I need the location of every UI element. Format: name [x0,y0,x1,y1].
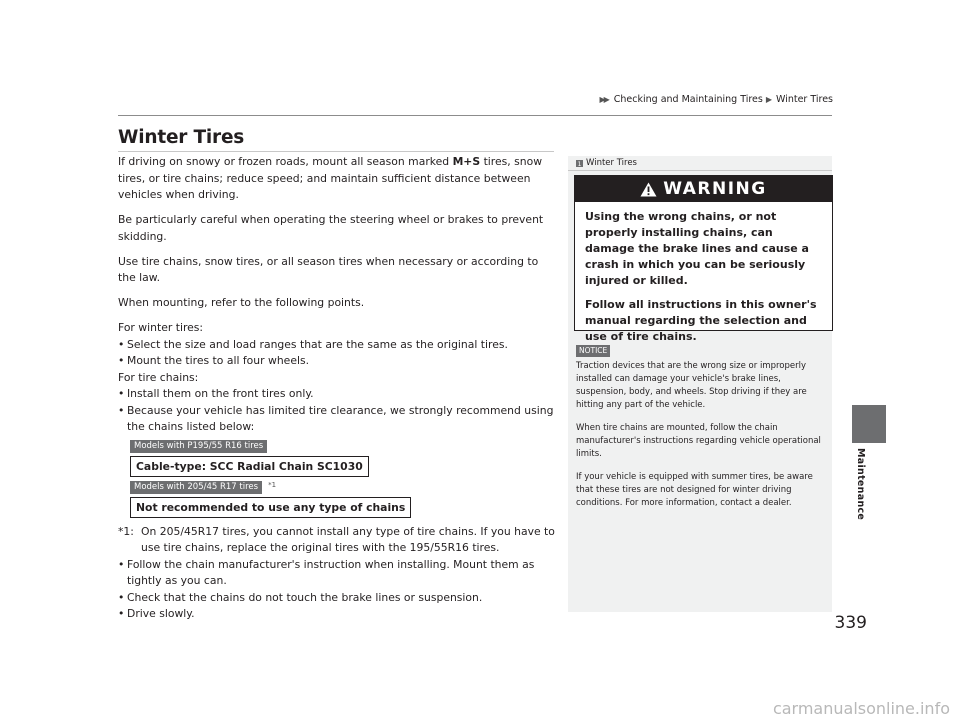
list-item: • Because your vehicle has limited tire clearance, we strongly recommend using the chains listed below: [118,403,556,436]
list-item: • Select the size and load ranges that are the same as the original tires. [118,337,556,354]
note-marker-icon [576,160,583,167]
warning-text-1: Using the wrong chains, or not properly installing chains, can damage the brake lines and cause a crash in which you can be seriously injured or killed. [585,210,809,287]
warning-box [574,175,833,343]
watermark: carmanualsonline.info [772,699,950,718]
bullet-icon: • [118,337,125,351]
breadcrumb-item-2[interactable]: Winter Tires [776,94,833,105]
sidebar-divider [568,170,832,171]
bullet-icon: • [118,607,125,620]
notice-label: NOTICE [576,345,610,357]
bullet-icon: • [118,387,125,400]
warning-label: WARNING [663,179,767,199]
footnote-text: On 205/45R17 tires, you cannot install any type of tire chains. If you have to use tire chains, replace the original tires with the 195/55R16 tires. [141,524,555,554]
list-item: • Install them on the front tires only. [118,386,556,403]
chain-recommendation-box: Cable-type: SCC Radial Chain SC1030 [130,456,369,477]
skid-paragraph: Be particularly careful when operating the steering wheel or brakes to prevent skidding. [118,213,544,243]
title-divider [118,151,554,152]
breadcrumb-arrow-icon: ▶▶ [599,95,608,104]
chain-not-recommended-box: Not recommended to use any type of chains [130,497,411,518]
sidebar-paragraph-2: When tire chains are mounted, follow the chain manufacturer's instructions regarding vehicle operational limits. [576,423,821,459]
sidebar-paragraph-3: If your vehicle is equipped with summer tires, be aware that these tires are not designed for winter driving conditions. For more information, contact a dealer. [576,472,813,508]
warning-text-2: Follow all instructions in this owner's manual regarding the selection and use of tire chains. [585,298,817,343]
section-label: Maintenance [855,448,866,521]
winter-tires-heading: For winter tires: [118,321,204,334]
warning-banner [575,176,832,202]
sidebar-text [576,360,828,520]
law-paragraph: Use tire chains, snow tires, or all season tires when necessary or according to the law. [118,254,539,284]
sidebar-notes [568,156,832,612]
model-tag-205: Models with 205/45 R17 tires [130,481,262,494]
bullet-icon: • [118,557,125,571]
footnote-mark: *1: [118,524,134,538]
bullet-icon: • [118,354,125,367]
notice-text: Traction devices that are the wrong size or improperly installed can damage your vehicle's brake lines, suspension, body, and wheels. Stop driving if they are hitting any part of the vehicle. [576,361,807,410]
header-divider [118,115,832,116]
bullet-icon: • [118,403,125,417]
bullet-icon: • [118,590,125,604]
breadcrumb [599,94,833,105]
footnote [118,524,556,557]
warning-triangle-icon [640,182,657,197]
section-tab[interactable] [852,405,886,443]
list-item: • Drive slowly. [118,606,556,623]
footnote-ref[interactable]: *1 [268,480,277,489]
ms-mark: M+S [452,155,481,168]
svg-text:1: 1 [577,160,582,167]
page-title: Winter Tires [118,127,245,148]
list-item: • Check that the chains do not touch the brake lines or suspension. [118,590,556,607]
list-item: • Mount the tires to all four wheels. [118,353,556,370]
breadcrumb-arrow-icon: ▶ [765,95,771,104]
main-content [118,154,556,623]
mounting-paragraph: When mounting, refer to the following points. [118,296,365,309]
page-number: 339 [834,613,867,633]
tire-chains-heading: For tire chains: [118,370,199,384]
intro-paragraph: If driving on snowy or frozen roads, mount all season marked M+S tires, snow tires, or tire chains; reduce speed; and maintain sufficient distance between vehicles when driving. [118,155,543,201]
breadcrumb-item-1[interactable]: Checking and Maintaining Tires [613,94,763,105]
sidebar-heading: 1 Winter Tires [577,158,637,168]
model-tag-p195: Models with P195/55 R16 tires [130,440,267,453]
list-item: • Follow the chain manufacturer's instruction when installing. Mount them as tightly as you can. [118,557,556,590]
